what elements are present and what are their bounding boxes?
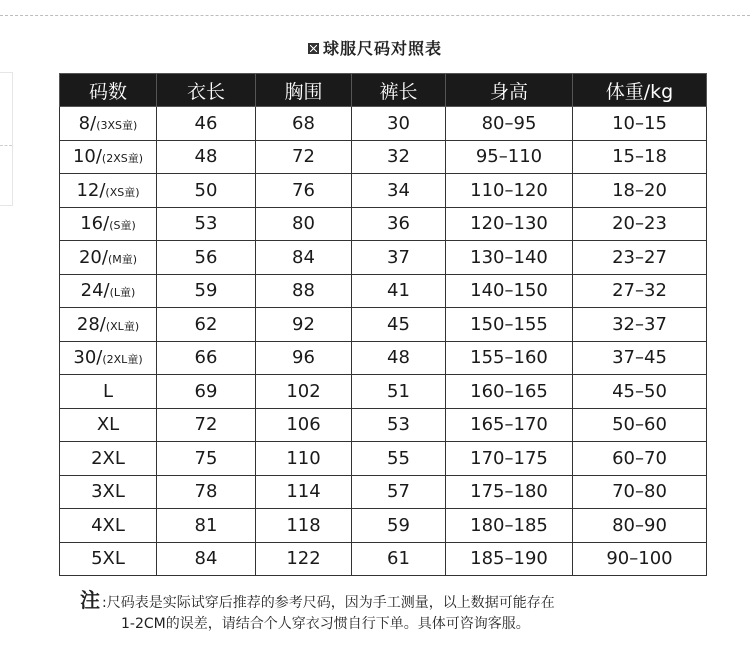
cell-code [60, 174, 157, 208]
header-weight: 体重/kg [573, 74, 707, 107]
left-edge-fragment [0, 72, 13, 206]
table-header-row [60, 74, 707, 107]
size-code-sub: (2XL童) [102, 353, 143, 367]
cell-chest: 68 [256, 107, 352, 141]
table-row [60, 408, 707, 442]
header-length: 衣长 [157, 74, 256, 107]
cell-code [60, 274, 157, 308]
cell-pants: 32 [352, 140, 446, 174]
cell-height: 140–150 [446, 274, 573, 308]
cell-length: 53 [157, 207, 256, 241]
cell-chest: 118 [256, 509, 352, 543]
cell-code [60, 107, 157, 141]
cell-length: 75 [157, 442, 256, 476]
size-code-sub: (2XS童) [101, 152, 144, 166]
cell-weight: 70–80 [573, 475, 707, 509]
table-row [60, 107, 707, 141]
note-colon: : [102, 595, 107, 611]
cell-height: 185–190 [446, 542, 573, 576]
cell-chest: 102 [256, 375, 352, 409]
size-code: 4XL [91, 514, 125, 536]
size-code: 10/ [72, 146, 102, 168]
cell-height: 130–140 [446, 241, 573, 275]
size-code-sub: (3XS童) [96, 118, 138, 132]
cell-code [60, 408, 157, 442]
cell-length: 48 [157, 140, 256, 174]
cell-weight: 90–100 [573, 542, 707, 576]
cell-code [60, 542, 157, 576]
size-code: 28/ [76, 313, 106, 335]
cell-weight: 80–90 [573, 509, 707, 543]
size-code: L [102, 380, 114, 402]
table-row [60, 140, 707, 174]
table-row [60, 375, 707, 409]
cell-length: 81 [157, 509, 256, 543]
size-code: 16/ [80, 213, 110, 235]
size-code: 8/ [78, 112, 97, 134]
cell-weight: 23–27 [573, 241, 707, 275]
cell-weight: 50–60 [573, 408, 707, 442]
cell-chest: 96 [256, 341, 352, 375]
cell-length: 62 [157, 308, 256, 342]
header-chest: 胸围 [256, 74, 352, 107]
cell-pants: 37 [352, 241, 446, 275]
header-code: 码数 [60, 74, 157, 107]
cell-pants: 34 [352, 174, 446, 208]
cell-weight: 15–18 [573, 140, 707, 174]
cell-code [60, 241, 157, 275]
cell-pants: 53 [352, 408, 446, 442]
cell-code [60, 375, 157, 409]
table-row [60, 174, 707, 208]
cell-weight: 37–45 [573, 341, 707, 375]
cell-length: 56 [157, 241, 256, 275]
table-row [60, 442, 707, 476]
cell-length: 72 [157, 408, 256, 442]
cell-height: 175–180 [446, 475, 573, 509]
cell-code [60, 308, 157, 342]
cell-weight: 45–50 [573, 375, 707, 409]
cell-pants: 55 [352, 442, 446, 476]
top-dashed-divider [0, 15, 750, 16]
cell-height: 110–120 [446, 174, 573, 208]
cell-chest: 72 [256, 140, 352, 174]
cell-chest: 110 [256, 442, 352, 476]
note-mark: 注 [80, 588, 100, 612]
size-code: 2XL [91, 447, 125, 469]
note-line-1: 尺码表是实际试穿后推荐的参考尺码，因为手工测量，以上数据可能存在 [106, 595, 555, 611]
cell-chest: 88 [256, 274, 352, 308]
left-dashed-divider [0, 145, 12, 146]
table-row [60, 241, 707, 275]
size-note [80, 590, 720, 635]
cell-chest: 106 [256, 408, 352, 442]
note-line-2: 1-2CM的误差，请结合个人穿衣习惯自行下单。具体可咨询客服。 [121, 616, 530, 632]
cell-height: 150–155 [446, 308, 573, 342]
size-code-sub: (M童) [107, 252, 138, 266]
cell-height: 180–185 [446, 509, 573, 543]
cell-length: 50 [157, 174, 256, 208]
size-code: XL [96, 414, 120, 436]
cell-code [60, 442, 157, 476]
size-chart-table [59, 73, 707, 576]
cell-length: 66 [157, 341, 256, 375]
size-code: 12/ [76, 179, 106, 201]
cell-height: 165–170 [446, 408, 573, 442]
table-row [60, 475, 707, 509]
cell-weight: 20–23 [573, 207, 707, 241]
cell-chest: 84 [256, 241, 352, 275]
table-row [60, 207, 707, 241]
cell-height: 120–130 [446, 207, 573, 241]
cell-weight: 32–37 [573, 308, 707, 342]
cell-length: 69 [157, 375, 256, 409]
cell-length: 78 [157, 475, 256, 509]
cell-pants: 45 [352, 308, 446, 342]
cell-pants: 51 [352, 375, 446, 409]
cell-height: 155–160 [446, 341, 573, 375]
cell-weight: 18–20 [573, 174, 707, 208]
table-row [60, 308, 707, 342]
header-height: 身高 [446, 74, 573, 107]
cell-chest: 80 [256, 207, 352, 241]
checkbox-icon [308, 43, 319, 54]
size-code: 20/ [78, 246, 108, 268]
cell-length: 84 [157, 542, 256, 576]
cell-height: 80–95 [446, 107, 573, 141]
cell-height: 160–165 [446, 375, 573, 409]
size-code-sub: (XL童) [105, 319, 140, 333]
cell-pants: 36 [352, 207, 446, 241]
cell-pants: 61 [352, 542, 446, 576]
cell-height: 95–110 [446, 140, 573, 174]
size-code-sub: (L童) [109, 286, 136, 300]
cell-code [60, 475, 157, 509]
cell-weight: 27–32 [573, 274, 707, 308]
page-title [0, 36, 750, 59]
cell-code [60, 140, 157, 174]
cell-code [60, 341, 157, 375]
cell-pants: 57 [352, 475, 446, 509]
cell-chest: 114 [256, 475, 352, 509]
size-code: 3XL [91, 481, 125, 503]
table-row [60, 341, 707, 375]
cell-chest: 92 [256, 308, 352, 342]
cell-weight: 60–70 [573, 442, 707, 476]
cell-pants: 59 [352, 509, 446, 543]
cell-height: 170–175 [446, 442, 573, 476]
cell-pants: 41 [352, 274, 446, 308]
cell-pants: 30 [352, 107, 446, 141]
table-row [60, 274, 707, 308]
size-code: 30/ [73, 347, 103, 369]
cell-chest: 76 [256, 174, 352, 208]
size-code: 24/ [80, 280, 110, 302]
cell-code [60, 509, 157, 543]
table-row [60, 542, 707, 576]
table-row [60, 509, 707, 543]
cell-length: 46 [157, 107, 256, 141]
cell-code [60, 207, 157, 241]
size-code: 5XL [91, 548, 125, 570]
header-pants: 裤长 [352, 74, 446, 107]
page-title-text: 球服尺码对照表 [322, 39, 442, 58]
cell-pants: 48 [352, 341, 446, 375]
size-code-sub: (S童) [109, 219, 136, 233]
cell-weight: 10–15 [573, 107, 707, 141]
size-code-sub: (XS童) [105, 185, 140, 199]
cell-chest: 122 [256, 542, 352, 576]
cell-length: 59 [157, 274, 256, 308]
